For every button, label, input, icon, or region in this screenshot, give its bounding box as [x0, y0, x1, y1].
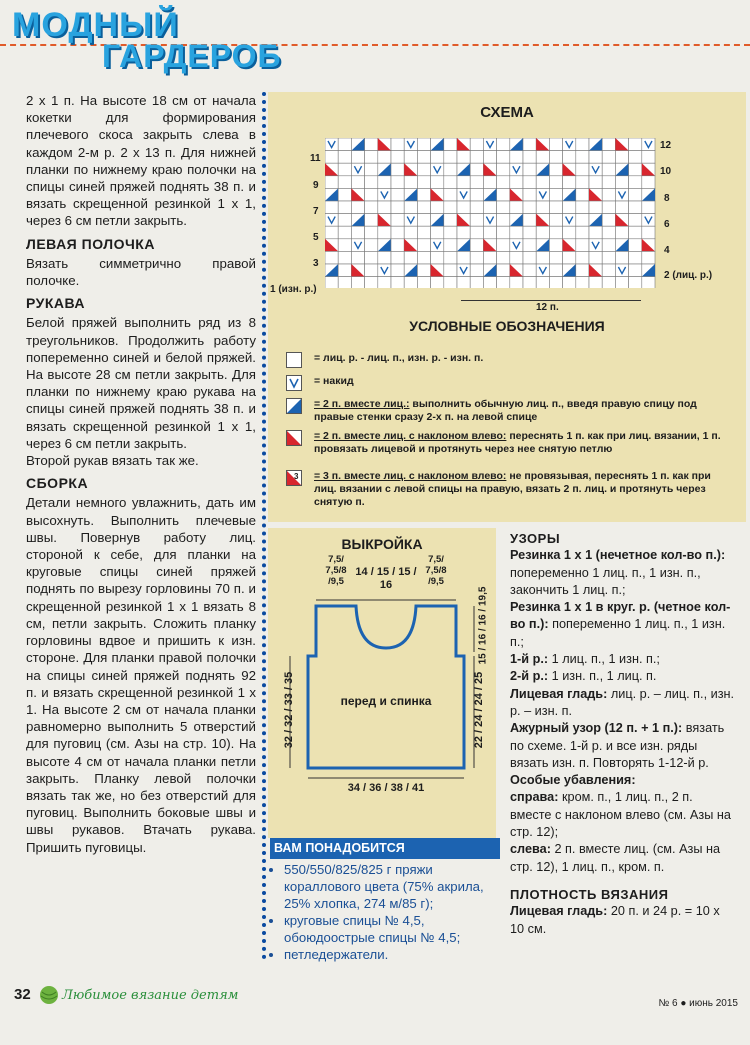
assembly-paragraph: Детали немного увлажнить, дать им высохнуть. Выполнить плечевые швы. Повернув работу лиц. стороной к себе, для планки на круговые спицы синей пряжей поднять по вырезу горловины 70 п. и скрещенной резинкой 1 х 1 вязать 8 см, петли закрыть. Сложить планку горловины вдвое и пришить к изн. стороне. Для планки правой полочки на спицы синей пряжей поднять 92 п. и вязать скрещенной резинкой 1 х 1. На высоте 2 см от начала планки равномерно выполнить 5 отверстий для пуговиц (см. Азы на стр. 10). На высоте 4 см от начала планки петли закрыть. Планку левой полочки вязать так же, но без отверстий для пуговиц. Выполнить боковые швы и швы рукавов. Втачать рукава. Пришить пуговицы.	[26, 495, 256, 855]
yarn-ball-icon	[38, 984, 60, 1006]
legend-title: УСЛОВНЫЕ ОБОЗНАЧЕНИЯ	[409, 318, 605, 334]
scheme-panel	[268, 92, 746, 522]
row-label-10: 10	[660, 166, 672, 177]
shoulder-right-label: 7,5/ 7,5/8 /9,5	[425, 554, 447, 587]
yarn-over-icon	[286, 375, 302, 391]
decrease-left: слева: 2 п. вместе лиц. (см. Азы на стр. 12), 1 лиц. п., кром. п.	[510, 842, 721, 874]
gauge-paragraph: Лицевая гладь: 20 п. и 24 р. = 10 х 10 см.	[510, 904, 720, 936]
left-front-heading: ЛЕВАЯ ПОЛОЧКА	[26, 235, 155, 252]
patterns-heading: УЗОРЫ	[510, 531, 561, 546]
rib1-paragraph: Резинка 1 х 1 (нечетное кол-во п.): попеременно 1 лиц. п., 1 изн. п., закончить 1 лиц. п.;	[510, 548, 726, 597]
legend-k2tog: = 2 п. вместе лиц.: выполнить обычную лиц. п., введя правую спицу под правые стенки сразу 2-х п. на левой спице	[286, 398, 314, 414]
row-label-1: 1 (изн. р.)	[270, 284, 317, 295]
row-label-8: 8	[664, 193, 670, 204]
row-label-9: 9	[313, 180, 319, 191]
materials-item-needles: • круговые спицы № 4,5, обоюдоострые спицы № 4,5;	[284, 912, 500, 946]
row-label-2: 2 (лиц. р.)	[664, 270, 713, 281]
triple-decrease-icon: 3	[286, 470, 302, 486]
page-footer	[0, 980, 750, 1020]
decrease-right: справа: кром. п., 1 лиц. п., 2 п. вместе с наклоном влево (см. Азы на стр. 12);	[510, 790, 731, 840]
magazine-header	[0, 0, 750, 86]
scheme-title: СХЕМА	[480, 104, 534, 121]
left-text-column	[26, 92, 256, 856]
repeat-bracket	[461, 300, 641, 301]
row-label-6: 6	[664, 219, 670, 230]
intro-paragraph: 2 х 1 п. На высоте 18 см от начала кокетки для формирования плечевого скоса закрыть слева в каждом 2-м р. 2 х 13 п. Для нижней планки по нижнему краю полочки на спицы синей пряжей поднять 38 п. и вязать скрещенной резинкой 1 х 1, через 6 см петли закрыть.	[26, 93, 256, 229]
gauge-heading: ПЛОТНОСТЬ ВЯЗАНИЯ	[510, 886, 669, 902]
neck-width-label: 14 / 15 / 15 / 16	[355, 566, 417, 591]
legend-ssk: = 2 п. вместе лиц. с наклоном влево: переснять 1 п. как при лиц. вязании, 1 п. провязать лицевой и протянуть через нее снятую петлю	[286, 430, 314, 446]
header-title-line1: МОДНЫЙ	[12, 6, 179, 44]
materials-box	[270, 838, 500, 963]
row-label-3: 3	[313, 258, 319, 269]
armhole-height-label: 15 / 16 / 16 / 19,5	[477, 586, 489, 665]
legend-empty: = лиц. р. - лиц. п., изн. р. - изн. п.	[286, 352, 314, 368]
row-label-11: 11	[310, 153, 321, 164]
page-number: 32	[14, 986, 31, 1003]
rib2-row1: 1-й р.: 1 лиц. п., 1 изн. п.;	[510, 652, 660, 667]
sleeves-heading: РУКАВА	[26, 295, 86, 312]
lace-paragraph: Ажурный узор (12 п. + 1 п.): вязать по схеме. 1-й р. и все изн. ряды вязать изн. п. Повторять 1-12-й р.	[510, 721, 725, 770]
left-front-paragraph: Вязать симметрично правой полочке.	[26, 255, 256, 289]
empty-cell-icon	[286, 352, 302, 368]
materials-item-yarn: • 550/550/825/825 г пряжи кораллового цвета (75% акрила, 25% хлопка, 274 м/85 г);	[284, 861, 500, 912]
left-decrease-icon	[286, 430, 302, 446]
side-height-label: 22 / 24 / 24 / 25	[473, 671, 485, 749]
issue-label: № 6 ● июнь 2015	[658, 998, 738, 1009]
legend-yarn-over: = накид	[286, 375, 314, 391]
decreases-heading: Особые убавления:	[510, 773, 636, 788]
assembly-heading: СБОРКА	[26, 475, 89, 492]
sleeves-paragraph: Белой пряжей выполнить ряд из 8 треугольников. Продолжить работу попеременно синей и белой пряжей. На высоте 28 см петли закрыть. Для планки по нижнему краю рукава на спицы синей пряжей поднять 38 п. и вязать скрещенной резинкой 1 х 1, через 6 см петли закрыть.	[26, 315, 256, 451]
legend-sk3: 3 = 3 п. вместе лиц. с наклоном влево: не провязывая, переснять 1 п. как при лиц. вязании с левой спицы на правую, вязать 2 п. лиц. и протянуть через снятую п.	[286, 470, 314, 486]
rib2-row2: 2-й р.: 1 изн. п., 1 лиц. п.	[510, 669, 657, 684]
height-label: 32 / 32 / 33 / 35	[283, 671, 295, 749]
right-decrease-icon	[286, 398, 302, 414]
magazine-name: Любимое вязание детям	[62, 988, 239, 1003]
row-label-4: 4	[664, 245, 670, 256]
header-title-line2: ГАРДЕРОБ	[102, 38, 282, 74]
bottom-width-label: 34 / 36 / 38 / 41	[347, 782, 425, 794]
pattern-title: ВЫКРОЙКА	[341, 536, 423, 552]
repeat-label: 12 п.	[536, 302, 559, 313]
materials-item-holders: • петледержатели.	[284, 946, 500, 963]
row-label-12: 12	[660, 140, 672, 151]
stockinette-paragraph: Лицевая гладь: лиц. р. – лиц. п., изн. р. – изн. п.	[510, 686, 735, 718]
sleeves-paragraph-2: Второй рукав вязать так же.	[26, 453, 199, 469]
rib2-paragraph: Резинка 1 х 1 в круг. р. (четное кол-во п.): попеременно 1 лиц. п., 1 изн. п.;	[510, 600, 731, 649]
materials-heading: ВАМ ПОНАДОБИТСЯ	[270, 838, 500, 859]
column-divider	[262, 92, 266, 960]
front-back-label: перед и спинка	[340, 694, 432, 708]
pattern-panel	[268, 528, 496, 838]
row-label-5: 5	[313, 232, 319, 243]
patterns-column	[510, 530, 736, 938]
shoulder-left-label: 7,5/ 7,5/8 /9,5	[325, 554, 347, 587]
row-label-7: 7	[313, 206, 319, 217]
knitting-chart-grid	[325, 138, 657, 288]
